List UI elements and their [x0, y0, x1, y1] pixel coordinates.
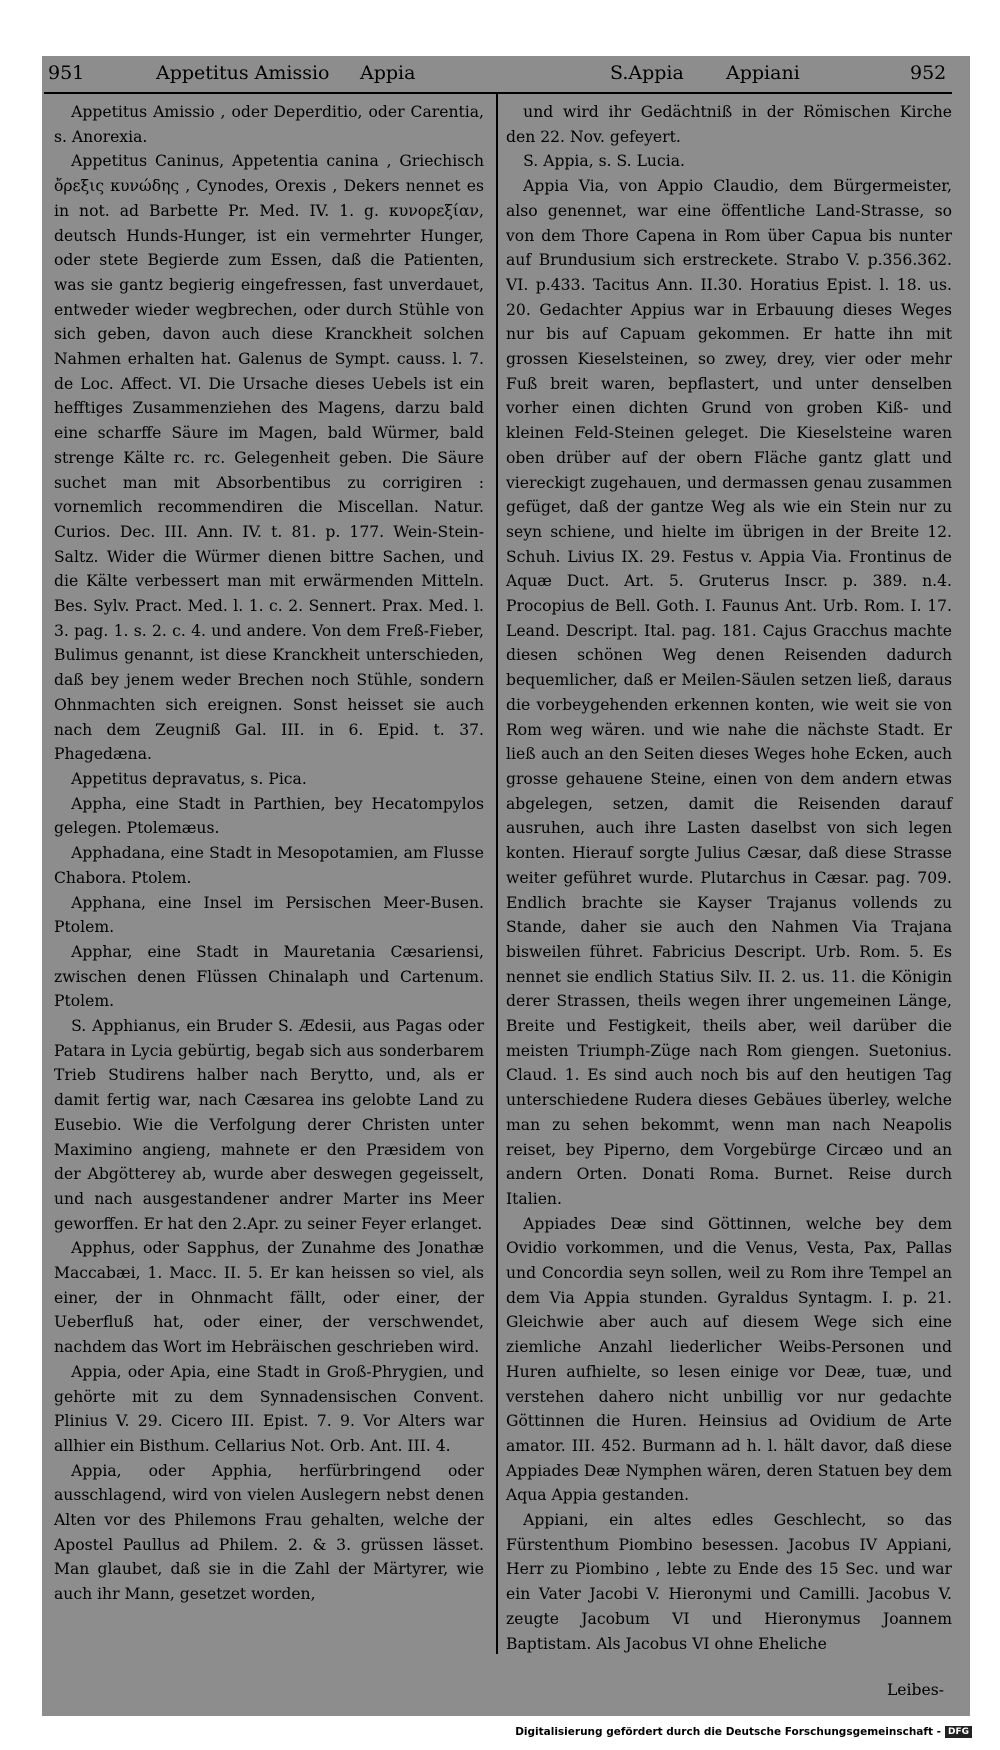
- catchword: Leibes-: [886, 1681, 944, 1699]
- right-page-number: 952: [910, 62, 947, 84]
- dictionary-entry: Appha, eine Stadt in Parthien, bey Hecatompylos gelegen. Ptolemæus.: [54, 794, 484, 838]
- right-column: [506, 100, 952, 1656]
- dfg-logo-icon: DFG: [945, 1726, 972, 1738]
- dictionary-entry: Appetitus depravatus, s. Pica.: [71, 769, 307, 788]
- dictionary-entry: Appia Via, von Appio Claudio, dem Bürgermeister, also genennet, war eine öffentliche Land-Strasse, so von dem Thore Capena in Rom über Capua bis nunter auf Brundusium sich erstreckete. Strabo V. p.356.362. VI. p.433. Tacitus Ann. II.30. Horatius Epist. l. 18. us. 20. Gedachter Appius war in Erbauung dieses Weges nur bis auf Capuam gekommen. Er hatte ihn mit grossen Kieselsteinen, so zwey, drey, vier oder mehr Fuß breit waren, bepflastert, und unter denselben vorher einen dichten Grund von groben Kiß- und kleinen Feld-Steinen geleget. Die Kieselsteine waren oben drüber auf der obern Fläche gantz glatt und viereckigt zugehauen, und dermassen genau zusammen gefüget, daß der gantze Weg als wie ein Stein nur zu seyn schiene, und hielte im übrigen in der Breite 12. Schuh. Livius IX. 29. Festus v. Appia Via. Frontinus de Aquæ Duct. Art. 5. Gruterus Inscr. p. 389. n.4. Procopius de Bell. Goth. I. Faunus Ant. Urb. Rom. I. 17. Leand. Descript. Ital. pag. 181. Cajus Gracchus machte diesen schönen Weg denen Reisenden dadurch bequemlicher, daß er Meilen-Säulen setzen ließ, daraus die vorbeygehenden erkennen konten, wie weit sie von Rom weg wären. und wie nahe die nächste Stadt. Er ließ auch an den Seiten dieses Weges hohe Ecken, auch grosse gehauene Steine, einen von dem andern etwas abgelegen, setzen, damit die Reisenden darauf ausruhen, auch ihre Lasten daselbst von sich legen konten. Hierauf sorgte Julius Cæsar, daß diese Strasse weiter geführet wurde. Plutarchus in Cæsar. pag. 709. Endlich brachte sie Kayser Trajanus vollends zu Stande, daher sie auch den Nahmen Via Trajana bisweilen führet. Fabricius Descript. Urb. Rom. 5. Es nennet sie endlich Statius Silv. II. 2. us. 11. die Königin derer Strassen, theils wegen ihrer ungemeinen Länge, Breite und Festigkeit, theils aber, weil darüber die meisten Triumph-Züge nach Rom giengen. Suetonius. Claud. 1. Es sind auch noch bis auf den heutigen Tag unterschiedene Rudera dieses Gebäues überley, welche man zu sehen bekommt, wenn man nach Neapolis reiset, bey Piperno, dem Vorgebürge Circæo und an andern Orten. Donati Roma. Burnet. Reise durch Italien.: [506, 177, 952, 1208]
- dictionary-entry: Appetitus Caninus, Appetentia canina , Griechisch ὄρεξις κυνώδης , Cynodes, Orexis , Dekers nennet es in not. ad Barbette Pr. Med. IV. 1. g. κυνορεξίαν, deutsch Hunds-Hunger, ist ein vermehrter Hunger, oder stete Begierde zum Essen, daß die Patienten, was sie gantz begierig eingefressen, fast unverdauet, entweder wieder wegbrechen, oder durch Stühle von sich geben, davon auch diese Kranckheit solchen Nahmen erhalten hat. Galenus de Sympt. causs. l. 7. de Loc. Affect. VI. Die Ursache dieses Uebels ist ein hefftiges Zusammenziehen des Magens, darzu bald eine scharffe Säure im Magen, bald Würmer, bald strenge Kälte rc. rc. Gelegenheit geben. Die Säure suchet man mit Absorbentibus zu corrigiren : vornemlich recommendiren die Miscellan. Natur. Curios. Dec. III. Ann. IV. t. 81. p. 177. Wein-Stein-Saltz. Wider die Würmer dienen bittre Sachen, und die Kälte verbessert man mit erwärmenden Mitteln. Bes. Sylv. Pract. Med. l. 1. c. 2. Sennert. Prax. Med. l. 3. pag. 1. s. 2. c. 4. und andere. Von dem Freß-Fieber, Bulimus genannt, ist diese Kranckheit unterschieden, daß bey jenem weder Brechen noch Stühle, sondern Ohnmachten sich ereignen. Sonst heisset sie auch nach dem Zeugniß Gal. III. in 6. Epid. t. 37. Phagedæna.: [54, 152, 484, 764]
- dictionary-entry: Appiades Deæ sind Göttinnen, welche bey dem Ovidio vorkommen, und die Venus, Vesta, Pax, Pallas und Concordia seyn sollen, weil zu Rom ihre Tempel an dem Via Appia stunden. Gyraldus Syntagm. I. p. 21. Gleichwie aber auch auf diesem Wege sich eine ziemliche Anzahl liederlicher Weibs-Personen und Huren aufhielte, so lesen einige vor Deæ, tuæ, und verstehen dahero nicht unbillig vor nur gedachte Göttinnen die Huren. Heinsius ad Ovidium de Arte amator. III. 452. Burmann ad h. l. hält davor, daß diese Appiades Deæ Nymphen wären, deren Statuen bey dem Aqua Appia gestanden.: [506, 1214, 952, 1505]
- dictionary-entry: S. Appia, s. S. Lucia.: [523, 152, 685, 171]
- dictionary-entry: S. Apphianus, ein Bruder S. Ædesii, aus Pagas oder Patara in Lycia gebürtig, begab sich aus sonderbarem Trieb Studirens halber nach Berytto, und, als er damit fertig war, nach Cæsarea ins gelobte Land zu Eusebio. Wie die Verfolgung derer Christen unter Maximino angieng, mahnete er den Præsidem von der Abgötterey ab, wurde aber deswegen gegeisselt, und nach ausgestandener andrer Marter ins Meer geworffen. Er hat den 2.Apr. zu seiner Feyer erlanget.: [54, 1017, 484, 1233]
- left-page-number: 951: [48, 62, 85, 84]
- dictionary-entry: Appia, oder Apia, eine Stadt in Groß-Phrygien, und gehörte mit zu dem Synnadensischen Convent. Plinius V. 29. Cicero III. Epist. 7. 9. Vor Alters war allhier ein Bisthum. Cellarius Not. Orb. Ant. III. 4.: [54, 1362, 484, 1455]
- dictionary-entry: Apphana, eine Insel im Persischen Meer-Busen. Ptolem.: [54, 893, 484, 937]
- dictionary-entry: Apphus, oder Sapphus, der Zunahme des Jonathæ Maccabæi, 1. Macc. II. 5. Er kan heissen so viel, als einer, der in Ohnmacht fällt, oder einer, der Ueberfluß hat, oder einer, der verschwendet, nachdem das Wort im Hebräischen geschrieben wird.: [54, 1239, 484, 1357]
- dictionary-entry: Apphadana, eine Stadt in Mesopotamien, am Flusse Chabora. Ptolem.: [54, 844, 484, 887]
- left-running-head-2: Appia: [360, 62, 416, 84]
- left-running-head-1: Appetitus Amissio: [156, 62, 330, 84]
- right-running-head-1: S.Appia: [610, 62, 684, 84]
- dictionary-entry: Appiani, ein altes edles Geschlecht, so das Fürstenthum Piombino besessen. Jacobus IV Appiani, Herr zu Piombino , lebte zu Ende des 15 Sec. und war ein Vater Jacobi V. Hieronymi und Camilli. Jacobus V. zeugte Jacobum VI und Hieronymus Joannem Baptistam. Als Jacobus VI ohne Eheliche: [506, 1511, 952, 1653]
- dictionary-entry: Apphar, eine Stadt in Mauretania Cæsariensi, zwischen denen Flüssen Chinalaph und Cartenum. Ptolem.: [54, 942, 484, 1011]
- footer: [515, 1726, 972, 1738]
- left-column: [54, 100, 484, 1607]
- column-divider: [496, 94, 498, 1654]
- dictionary-entry: und wird ihr Gedächtniß in der Römischen Kirche den 22. Nov. gefeyert.: [506, 103, 952, 146]
- header-rule: [44, 92, 952, 94]
- dictionary-entry: Appetitus Amissio , oder Deperditio, oder Carentia, s. Anorexia.: [54, 103, 484, 146]
- footer-credit: Digitalisierung gefördert durch die Deutsche Forschungsgemeinschaft -: [515, 1726, 941, 1738]
- dictionary-entry: Appia, oder Apphia, herfürbringend oder ausschlagend, wird von vielen Auslegern nebst denen Alten vor des Philemons Frau gehalten, welche der Apostel Paullus ad Philem. 2. & 3. grüssen lässet. Man glaubet, daß sie in die Zahl der Märtyrer, wie auch ihr Mann, gesetzet worden,: [54, 1461, 484, 1604]
- right-running-head-2: Appiani: [726, 62, 800, 84]
